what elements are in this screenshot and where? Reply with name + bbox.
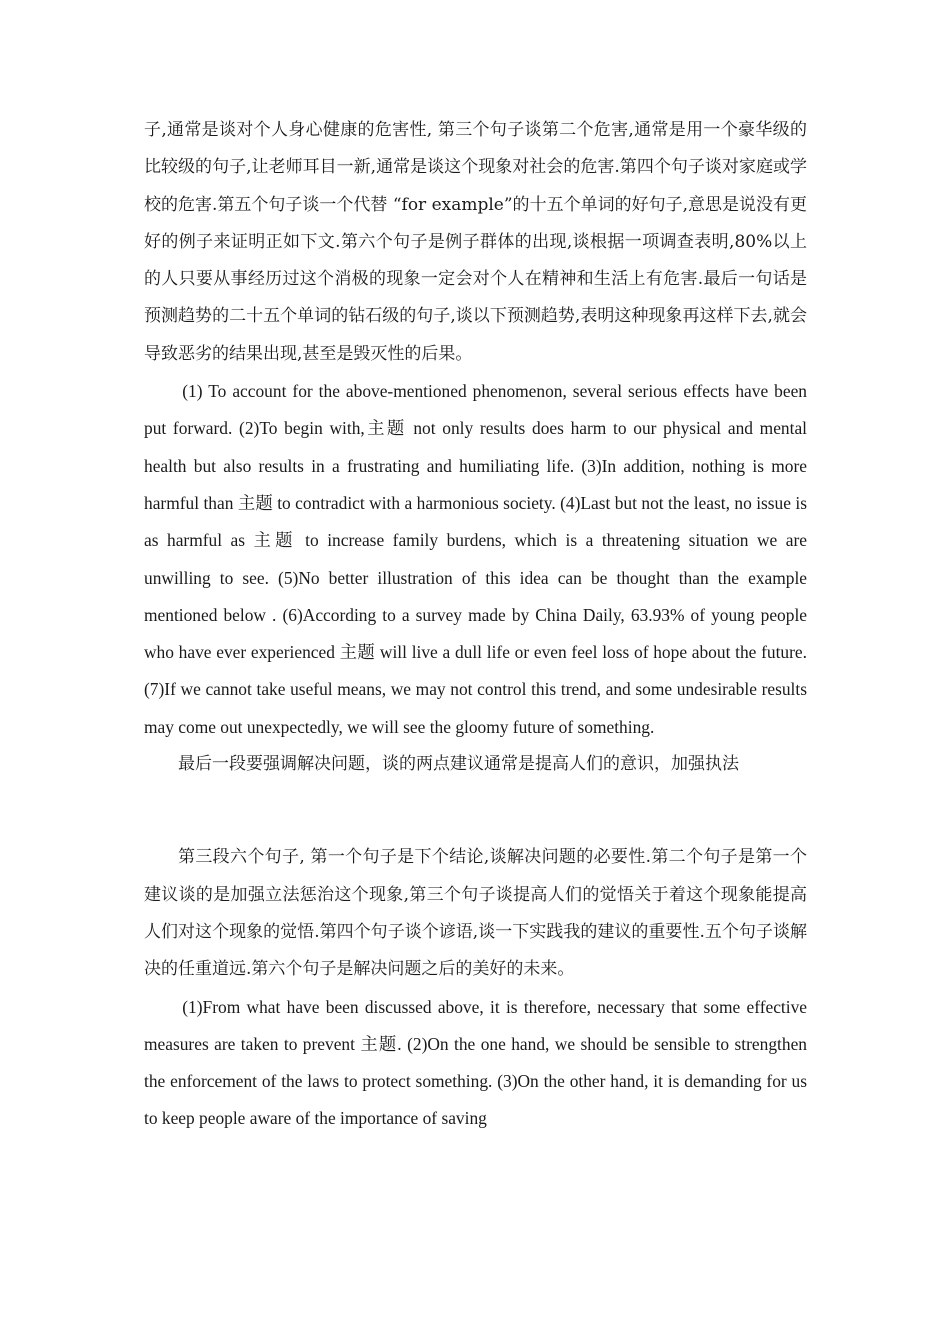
paragraph-gap: [144, 783, 807, 839]
paragraph-solution-template: (1)From what have been discussed above, it is therefore, necessary that some effective measures are taken to prevent 主题. (2)On the one hand, we should be sensible to strengthen the enforcement of the laws to protect something. (3)On the other hand, it is demanding for us to keep people aware of the importance of saving: [144, 996, 807, 1129]
paragraph-effects-explanation: 子,通常是谈对个人身心健康的危害性, 第三个句子谈第二个危害,通常是用一个豪华级的比较级的句子,让老师耳目一新,通常是谈这个现象对社会的危害.第四个句子谈对家庭或学校的危害.第五个句子谈一个代替 “for example”的十五个单词的好句子,意思是说没有更好的例子来证明正如下文.第六个句子是例子群体的出现,谈根据一项调查表明,80%以上的人只要从事经历过这个消极的现象一定会对个人在精神和生活上有危害.最后一句话是预测趋势的二十五个单词的钻石级的句子,谈以下预测趋势,表明这种现象再这样下去,就会导致恶劣的结果出现,甚至是毁灭性的后果。: [144, 120, 807, 364]
document-page: [144, 112, 807, 1138]
paragraph-third-section-explanation: 第三段六个句子, 第一个句子是下个结论,谈解决问题的必要性.第二个句子是第一个建议谈的是加强立法惩治这个现象,第三个句子谈提高人们的觉悟关于着这个现象能提高人们对这个现象的觉悟.第四个句子谈个谚语,谈一下实践我的建议的重要性.五个句子谈解决的任重道远.第六个句子是解决问题之后的美好的未来。: [144, 847, 807, 980]
paragraph-effects-template: (1) To account for the above-mentioned phenomenon, several serious effects have been put forward. (2)To begin with,主题 not only results does harm to our physical and mental health but also results in a frustrating and humiliating life. (3)In addition, nothing is more harmful than 主题 to contradict with a harmonious society. (4)Last but not the least, no issue is as harmful as 主题 to increase family burdens, which is a threatening situation we are unwilling to see. (5)No better illustration of this idea can be thought than the example mentioned below . (6)According to a survey made by China Daily, 63.93% of young people who have ever experienced 主题 will live a dull life or even feel loss of hope about the future. (7)If we cannot take useful means, we may not control this trend, and some undesirable results may come out unexpectedly, we will see the gloomy future of something.: [144, 381, 807, 737]
paragraph-solution-intro: 最后一段要强调解决问题，谈的两点建议通常是提高人们的意识，加强执法: [178, 754, 739, 775]
